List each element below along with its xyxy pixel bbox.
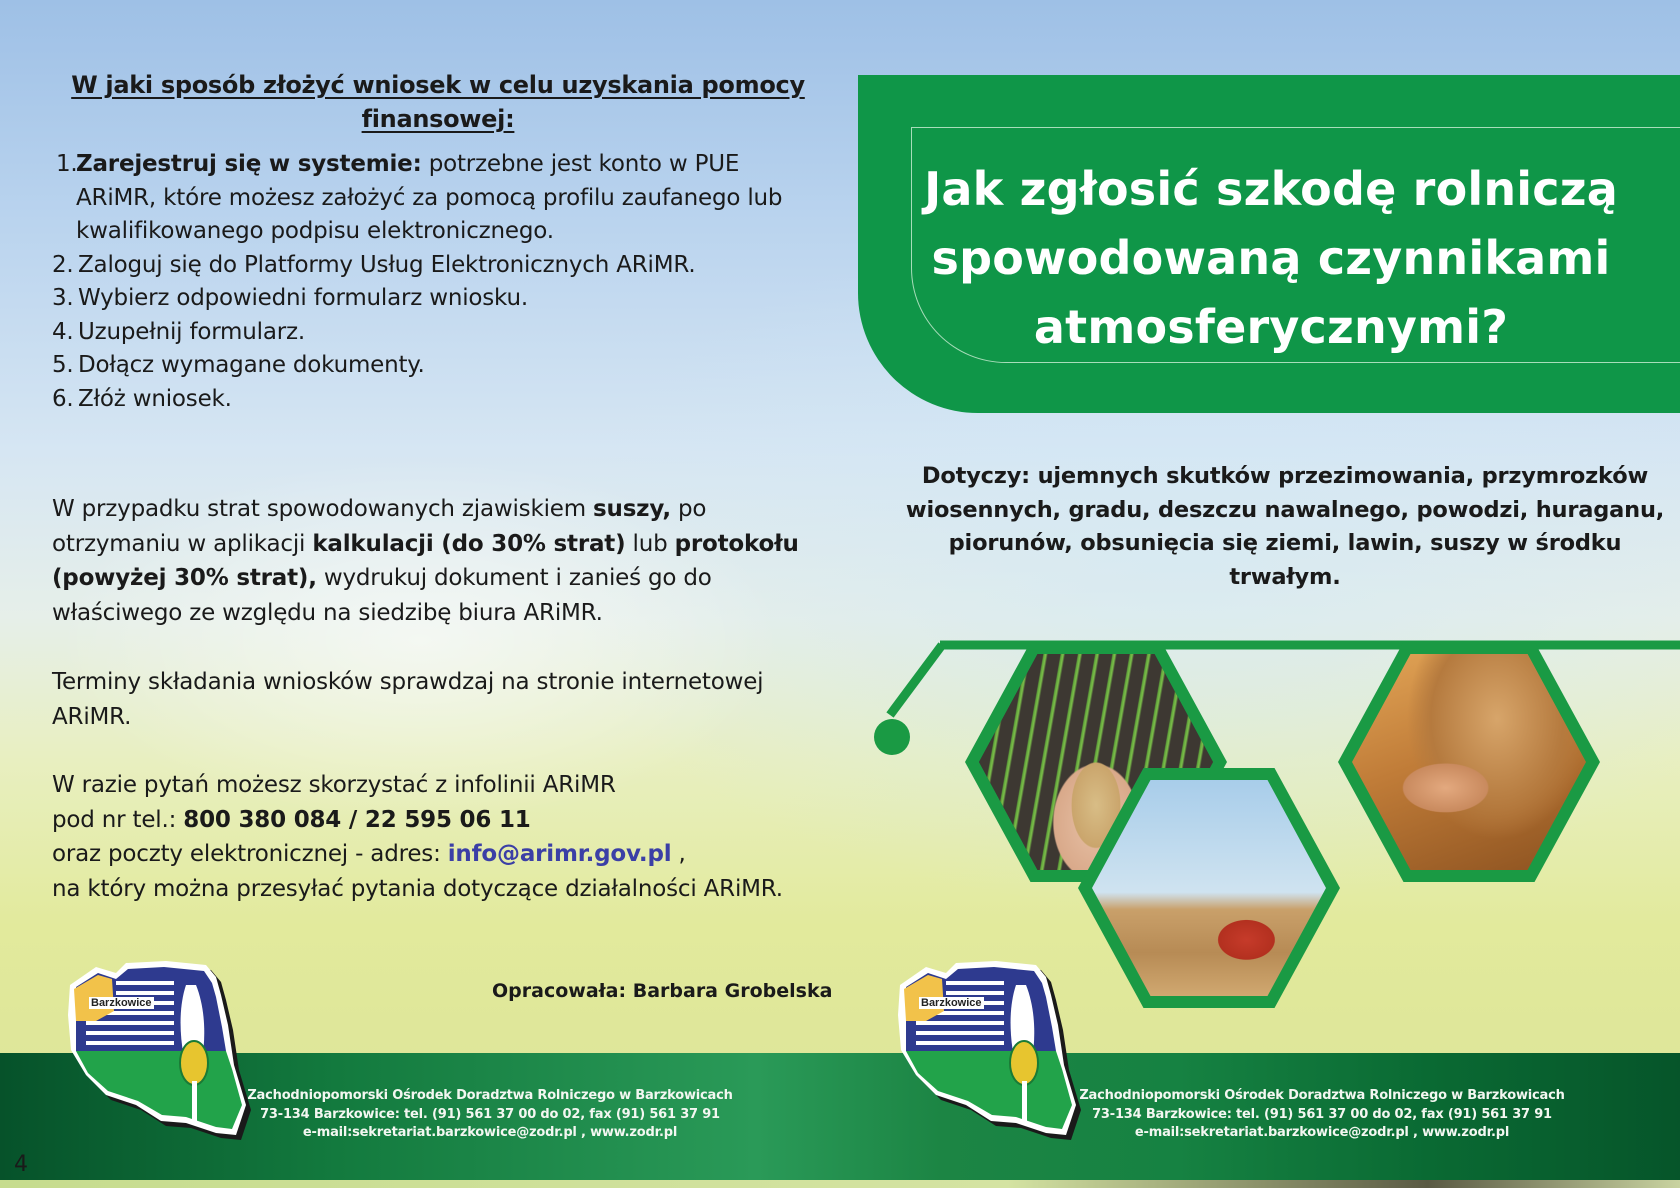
bold-text: suszy, xyxy=(593,496,671,522)
poland-map-logo-icon xyxy=(56,955,266,1155)
org-address: 73-134 Barzkowice: tel. (91) 561 37 00 do 02, fax (91) 561 37 91 xyxy=(1092,1106,1552,1122)
hexagon-photo-2 xyxy=(1078,768,1340,1008)
logo-label: Barzkowice xyxy=(91,997,152,1009)
step-text: potrzebne jest konto w PUE ARiMR, które możesz założyć za pomocą profilu zaufanego lub kwalifikowanego podpisu elektronicznego. xyxy=(76,151,783,244)
deadlines-paragraph: Terminy składania wniosków sprawdzaj na stronie internetowej ARiMR. xyxy=(52,669,764,730)
steps-list xyxy=(52,148,822,416)
text: pod nr tel.: xyxy=(52,806,184,833)
zodr-logo xyxy=(886,955,1096,1155)
page-title: Jak zgłosić szkodę rolniczą spowodowaną czynnikami atmosferycznymi? xyxy=(924,162,1618,354)
phone-numbers: 800 380 084 / 22 595 06 11 xyxy=(183,806,531,833)
application-instructions xyxy=(52,68,822,416)
text: W przypadku strat spowodowanych zjawiskiem xyxy=(52,496,594,522)
bold-text: kalkulacji (do 30% strat) xyxy=(312,530,626,557)
step-number: 2. xyxy=(52,251,74,278)
footer-contact-left xyxy=(230,1087,750,1143)
org-name: Zachodniopomorski Ośrodek Doradztwa Rolniczego w Barzkowicach xyxy=(1079,1088,1565,1103)
instructions-heading: W jaki sposób złożyć wniosek w celu uzyskania pomocy finansowej: xyxy=(71,71,805,133)
step-item xyxy=(52,316,822,350)
step-text: Uzupełnij formularz. xyxy=(78,318,305,345)
logo-label: Barzkowice xyxy=(921,997,982,1009)
step-number: 3. xyxy=(52,285,74,311)
bold-text: protokołu (powyżej 30% strat), xyxy=(52,530,799,591)
text: , xyxy=(671,841,686,867)
step-item xyxy=(52,282,822,316)
org-email-web: e-mail:sekretariat.barzkowice@zodr.pl , www.zodr.pl xyxy=(1134,1125,1510,1140)
text: W razie pytań możesz skorzystać z infolinii ARiMR xyxy=(52,772,616,798)
email-link[interactable]: info@arimr.gov.pl xyxy=(447,841,672,867)
step-text: Zaloguj się do Platformy Usług Elektronicznych ARiMR. xyxy=(78,251,696,278)
contact-paragraph xyxy=(52,768,832,906)
text: lub xyxy=(625,530,675,557)
title-banner xyxy=(858,75,1680,413)
org-address: 73-134 Barzkowice: tel. (91) 561 37 00 do 02, fax (91) 561 37 91 xyxy=(260,1106,720,1122)
org-email-web: e-mail:sekretariat.barzkowice@zodr.pl , www.zodr.pl xyxy=(302,1125,678,1140)
step-text: Dołącz wymagane dokumenty. xyxy=(78,352,425,378)
step-text: Złóż wniosek. xyxy=(78,385,232,412)
step-item xyxy=(52,383,822,417)
step-number: 4. xyxy=(52,318,74,345)
drought-paragraph xyxy=(52,492,832,630)
text: po otrzymaniu w aplikacji xyxy=(52,496,707,557)
step-number: 1. xyxy=(56,151,78,177)
poland-map-logo-icon xyxy=(886,955,1096,1155)
hexagon-photo-3 xyxy=(1338,642,1600,882)
step-item xyxy=(52,349,822,383)
text: na który można przesyłać pytania dotyczące działalności ARiMR. xyxy=(52,875,783,902)
text: wydrukuj dokument i zanieś go do właściwego ze względu na siedzibę biura ARiMR. xyxy=(52,565,712,626)
step-item xyxy=(52,148,822,249)
zodr-logo xyxy=(56,955,266,1155)
step-text: Wybierz odpowiedni formularz wniosku. xyxy=(78,285,528,311)
step-number: 6. xyxy=(52,385,74,412)
text: oraz poczty elektronicznej - adres: xyxy=(52,841,448,867)
step-item xyxy=(52,249,822,283)
author-credit: Opracowała: Barbara Grobelska xyxy=(492,980,833,1002)
footer-strip xyxy=(0,1180,1680,1188)
applies-to-text: Dotyczy: ujemnych skutków przezimowania, przymrozków wiosennych, gradu, deszczu nawalnego, powodzi, huraganu, piorunów, obsunięcia się ziemi, lawin, suszy w środku trwałym. xyxy=(905,463,1665,590)
step-number: 5. xyxy=(52,352,74,378)
step-bold: Zarejestruj się w systemie: xyxy=(76,151,422,177)
page-number: 4 xyxy=(14,1152,28,1177)
photo-hexagons xyxy=(860,630,1680,1000)
org-name: Zachodniopomorski Ośrodek Doradztwa Rolniczego w Barzkowicach xyxy=(247,1088,733,1103)
footer-contact-right xyxy=(1062,1087,1582,1143)
